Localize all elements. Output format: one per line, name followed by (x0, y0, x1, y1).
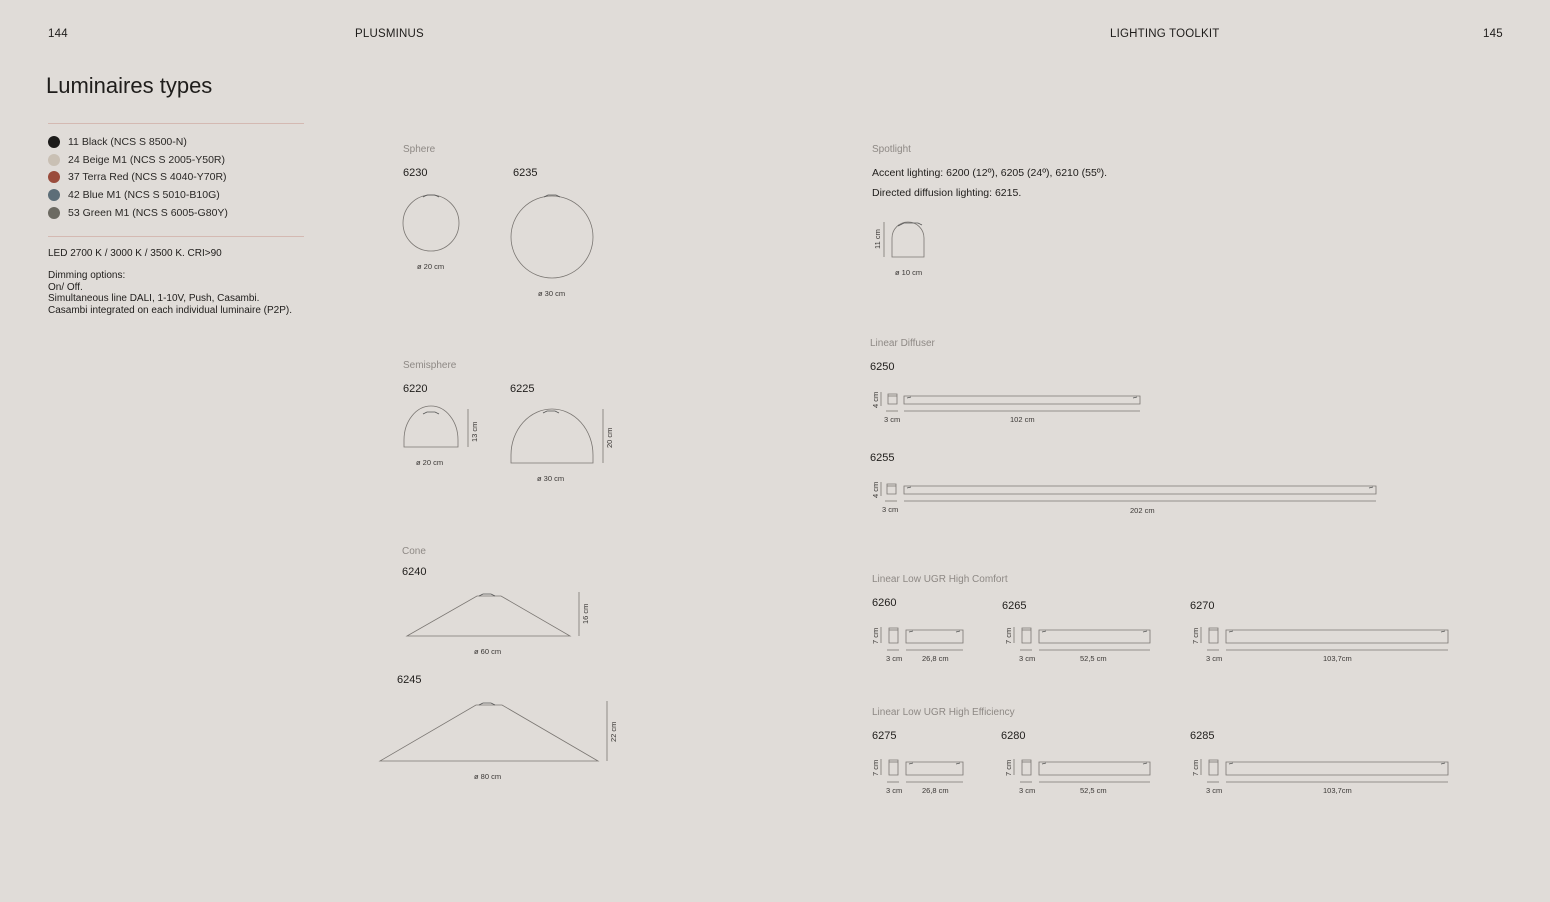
dimension-label: 4 cm (871, 481, 880, 498)
dimension-label: 202 cm (1130, 506, 1155, 515)
product-code: 6260 (872, 597, 897, 609)
dimension-label: 7 cm (1191, 759, 1200, 776)
dimension-label: ø 10 cm (895, 268, 923, 277)
dimension-label: 103,7cm (1323, 786, 1352, 795)
dimension-label: 22 cm (609, 721, 618, 742)
brand-right: LIGHTING TOOLKIT (1110, 28, 1220, 40)
linear-6255-drawing (881, 482, 1376, 501)
dimension-label: 11 cm (873, 229, 882, 249)
linear-6275-drawing (881, 759, 963, 782)
dimension-label: 3 cm (1019, 654, 1036, 663)
sphere-6230-drawing (403, 195, 459, 251)
color-label: 37 Terra Red (NCS S 4040-Y70R) (68, 171, 227, 183)
page-title: Luminaires types (46, 73, 213, 98)
linear-6265-drawing (1014, 627, 1150, 650)
dimension-label: 3 cm (1019, 786, 1036, 795)
dimming-line: Casambi integrated on each individual luminaire (P2P). (48, 304, 293, 316)
cone-6240-drawing (407, 592, 579, 636)
sphere-6235-drawing (511, 195, 593, 278)
dimension-label: 102 cm (1010, 415, 1035, 424)
product-code: 6250 (870, 361, 895, 373)
spotlight-drawing (884, 222, 924, 257)
product-code: 6255 (870, 452, 895, 464)
dimension-label: 52,5 cm (1080, 786, 1107, 795)
color-label: 42 Blue M1 (NCS S 5010-B10G) (68, 189, 220, 201)
spotlight-accent-text: Accent lighting: 6200 (12º), 6205 (24º), 6210 (55º). (872, 167, 1108, 179)
dimension-label: 26,8 cm (922, 786, 949, 795)
dimension-label: 3 cm (882, 505, 899, 514)
dimension-label: 16 cm (581, 603, 590, 624)
product-code: 6230 (403, 167, 428, 179)
color-label: 53 Green M1 (NCS S 6005-G80Y) (68, 207, 228, 219)
linear-6270-drawing (1201, 627, 1448, 650)
section-title-spotlight: Spotlight (872, 144, 911, 155)
product-code: 6220 (403, 383, 428, 395)
dimension-label: 103,7cm (1323, 654, 1352, 663)
dimming-line: Dimming options: (48, 270, 126, 281)
dimming-line: On/ Off. (48, 281, 83, 293)
cone-6245-drawing (380, 701, 607, 761)
led-spec: LED 2700 K / 3000 K / 3500 K. CRI>90 (48, 248, 222, 259)
section-title-linear-diffuser: Linear Diffuser (870, 338, 935, 349)
section-title-ugr-comfort: Linear Low UGR High Comfort (872, 574, 1008, 585)
product-code: 6235 (513, 167, 538, 179)
spotlight-diffusion-text: Directed diffusion lighting: 6215. (872, 187, 1022, 199)
dimming-line: Simultaneous line DALI, 1-10V, Push, Casambi. (48, 293, 260, 304)
dimension-label: 7 cm (871, 759, 880, 776)
dimension-label: ø 30 cm (538, 289, 566, 298)
dimension-label: 52,5 cm (1080, 654, 1107, 663)
dimension-label: ø 20 cm (417, 262, 445, 271)
dimension-label: ø 60 cm (474, 647, 502, 656)
dimension-label: 7 cm (1191, 627, 1200, 644)
section-title-cone: Cone (402, 546, 426, 557)
product-code: 6270 (1190, 600, 1215, 612)
section-title-semisphere: Semisphere (403, 360, 457, 371)
semisphere-6220-drawing (404, 406, 468, 447)
product-code: 6275 (872, 730, 897, 742)
dimension-label: 4 cm (871, 391, 880, 408)
page-number-left: 144 (48, 28, 68, 40)
dimension-label: 3 cm (886, 786, 903, 795)
dimension-label: 3 cm (1206, 654, 1223, 663)
semisphere-6225-drawing (511, 409, 603, 463)
product-code: 6225 (510, 383, 535, 395)
dimension-label: ø 80 cm (474, 772, 502, 781)
product-code: 6285 (1190, 730, 1215, 742)
section-title-sphere: Sphere (403, 144, 436, 155)
linear-6280-drawing (1014, 759, 1150, 782)
dimension-label: 7 cm (1004, 627, 1013, 644)
dimension-label: 13 cm (470, 421, 479, 442)
product-code: 6240 (402, 566, 427, 578)
color-label: 11 Black (NCS S 8500-N) (68, 136, 187, 148)
linear-6250-drawing (881, 392, 1140, 411)
section-title-ugr-efficiency: Linear Low UGR High Efficiency (872, 707, 1015, 718)
dimension-label: ø 30 cm (537, 474, 565, 483)
dimension-label: 20 cm (605, 427, 614, 448)
dimension-label: 26,8 cm (922, 654, 949, 663)
brand-left: PLUSMINUS (355, 28, 424, 40)
dimension-label: 7 cm (871, 627, 880, 644)
dimension-label: 3 cm (1206, 786, 1223, 795)
linear-6260-drawing (881, 627, 963, 650)
color-label: 24 Beige M1 (NCS S 2005-Y50R) (68, 154, 225, 166)
dimension-label: ø 20 cm (416, 458, 444, 467)
dimension-label: 7 cm (1004, 759, 1013, 776)
product-code: 6245 (397, 674, 422, 686)
product-code: 6265 (1002, 600, 1027, 612)
dimension-label: 3 cm (884, 415, 901, 424)
product-code: 6280 (1001, 730, 1026, 742)
dimension-label: 3 cm (886, 654, 903, 663)
page-number-right: 145 (1483, 28, 1503, 40)
linear-6285-drawing (1201, 759, 1448, 782)
